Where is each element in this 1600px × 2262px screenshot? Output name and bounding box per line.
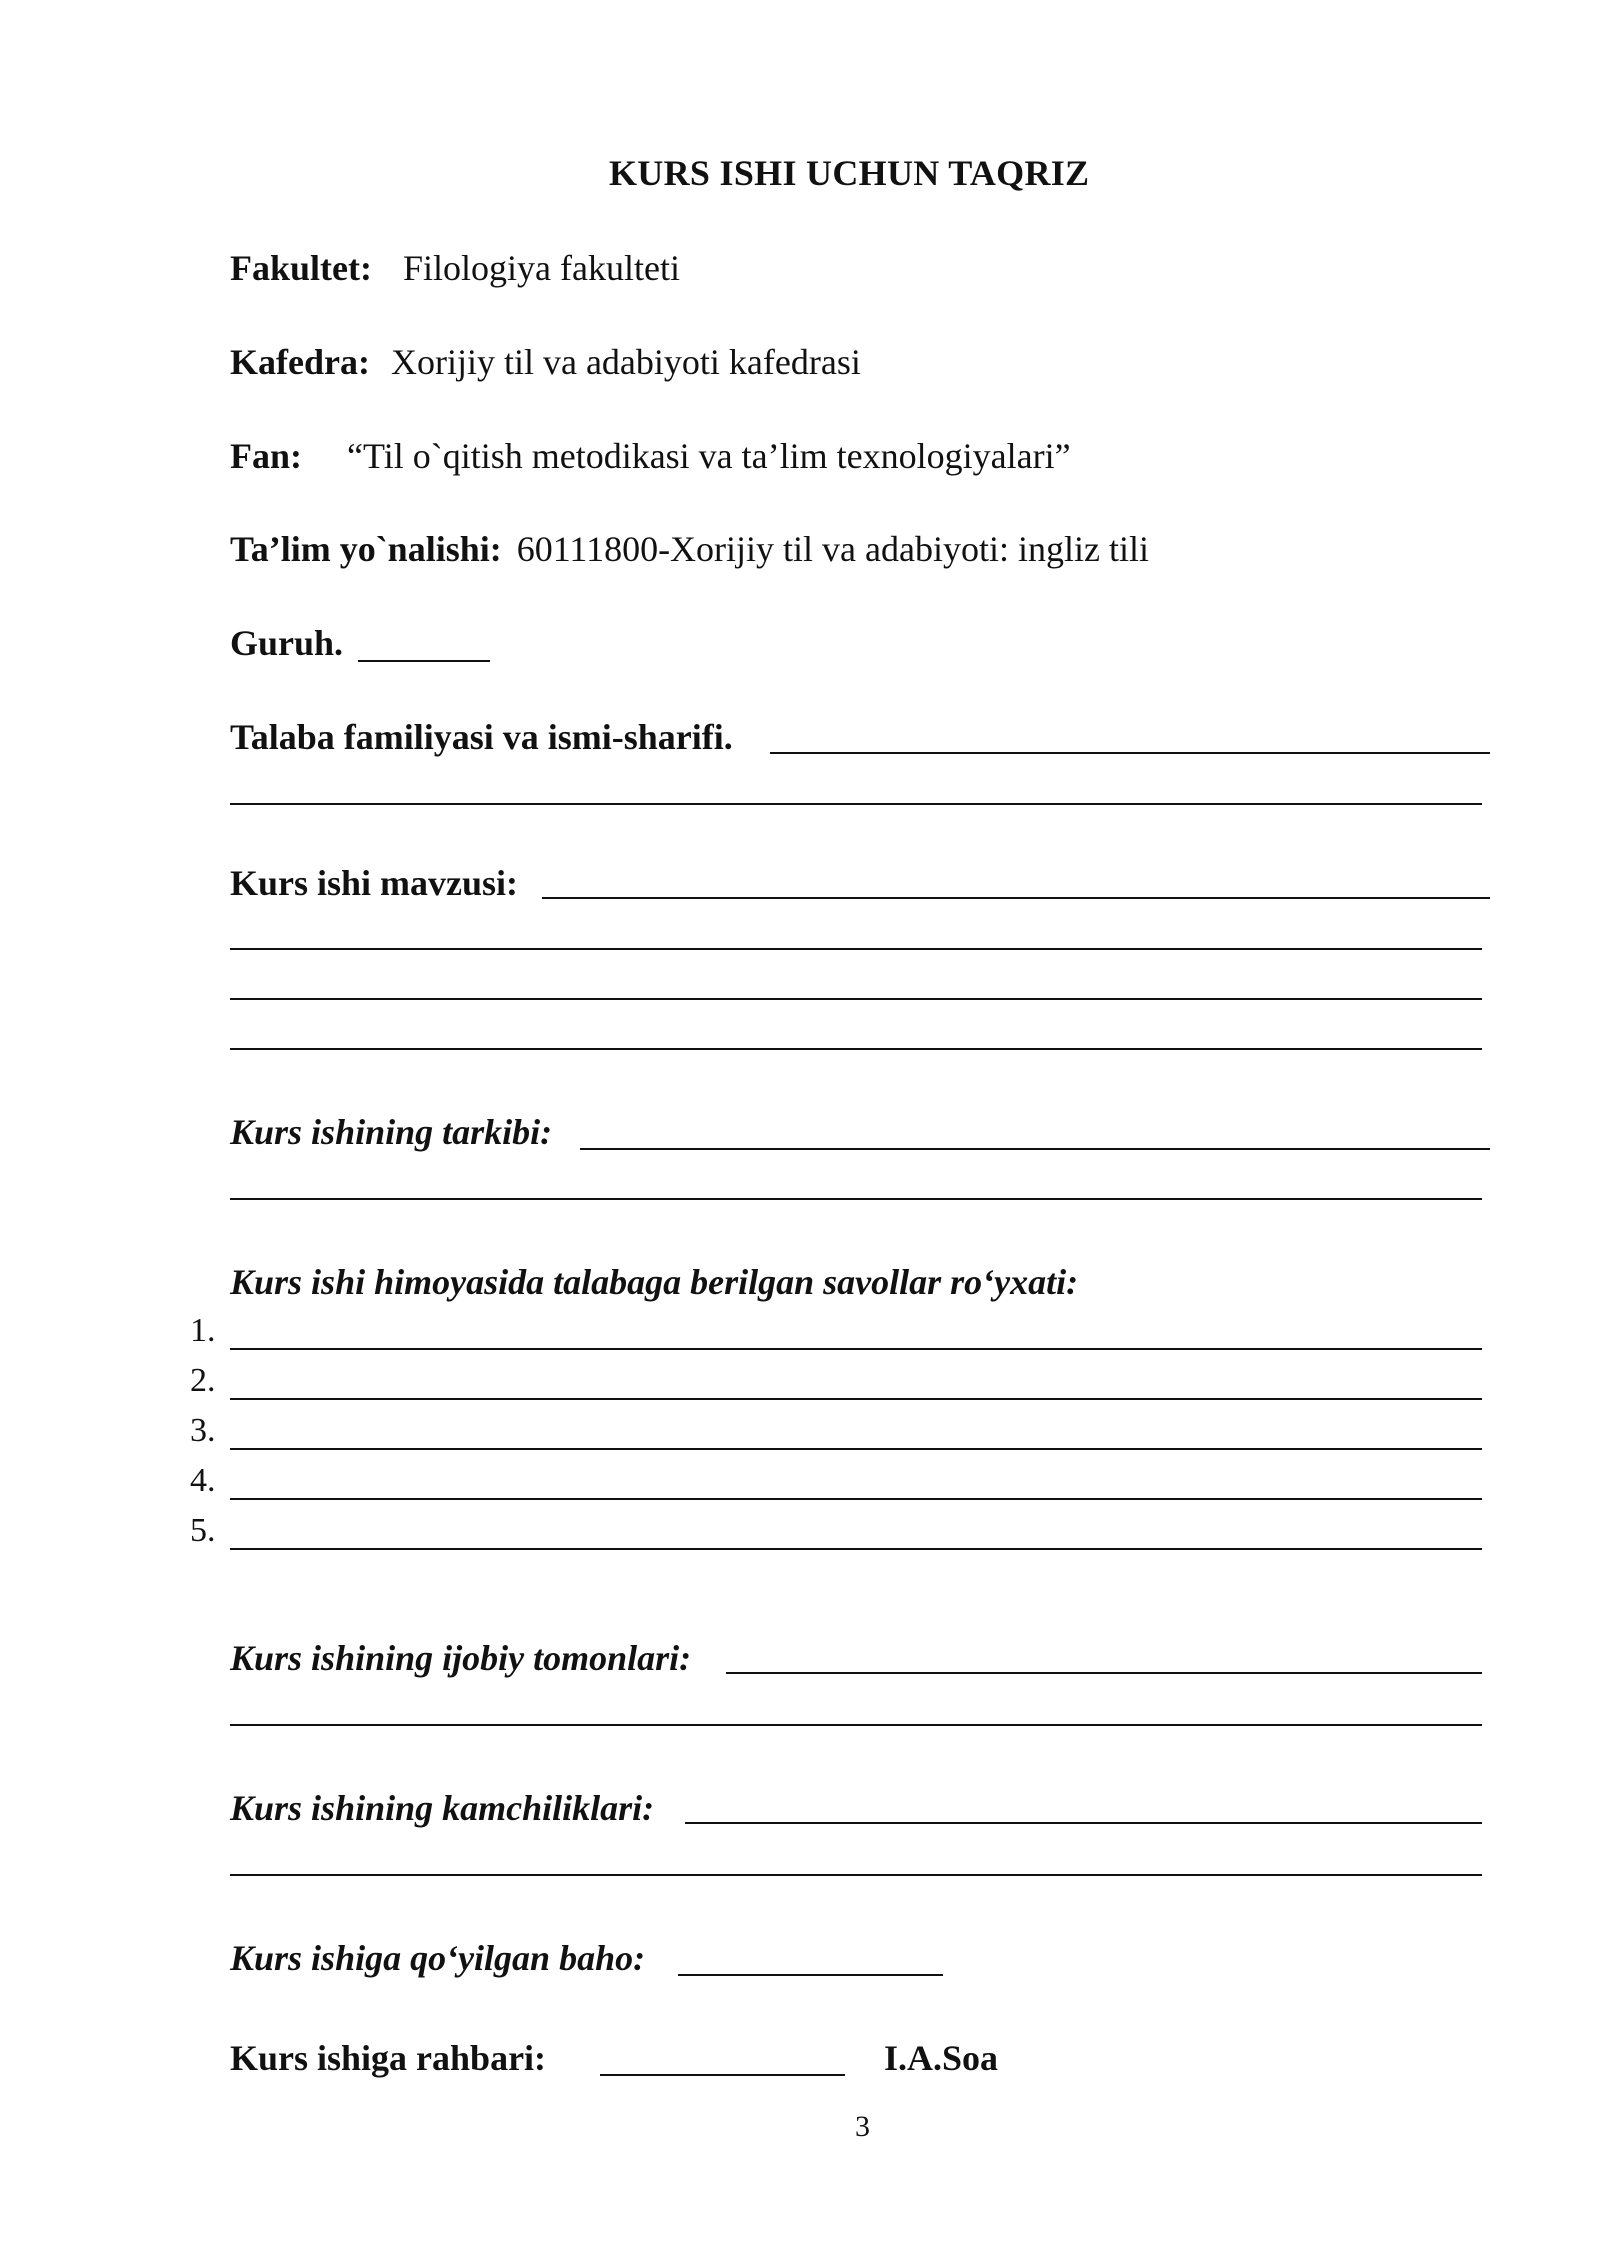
- kafedra-row: [230, 340, 861, 384]
- savol-number-4: 4.: [190, 1462, 216, 1499]
- savol-number-1: 1.: [190, 1312, 216, 1349]
- ijobiy-label: Kurs ishining ijobiy tomonlari:: [230, 1638, 692, 1678]
- page-number: 3: [855, 2110, 870, 2143]
- fan-value: “Til o`qitish metodikasi va ta’lim texnologiyalari”: [347, 436, 1071, 476]
- kamchilik-blank-2[interactable]: [230, 1874, 1482, 1876]
- fan-row: [230, 434, 1071, 478]
- talaba-blank-1[interactable]: [770, 752, 1490, 754]
- savol-number-2: 2.: [190, 1362, 216, 1399]
- ijobiy-blank-2[interactable]: [230, 1724, 1482, 1726]
- fan-label: Fan:: [230, 436, 302, 476]
- savollar-label: Kurs ishi himoyasida talabaga berilgan savollar ro‘yxati:: [230, 1262, 1079, 1302]
- tarkib-blank-1[interactable]: [580, 1148, 1490, 1150]
- guruh-label: Guruh.: [230, 623, 344, 663]
- guruh-blank[interactable]: [358, 660, 490, 662]
- savol-blank-2[interactable]: [230, 1398, 1482, 1400]
- savol-blank-5[interactable]: [230, 1548, 1482, 1550]
- savol-number-3: 3.: [190, 1412, 216, 1449]
- mavzu-blank-1[interactable]: [542, 897, 1490, 899]
- rahbar-label: Kurs ishiga rahbari:: [230, 2038, 547, 2078]
- savol-blank-4[interactable]: [230, 1498, 1482, 1500]
- kamchilik-blank-1[interactable]: [685, 1822, 1482, 1824]
- fakultet-value: Filologiya fakulteti: [402, 248, 680, 288]
- talim-label: Ta’lim yo`nalishi:: [230, 529, 502, 569]
- rahbar-name: I.A.Soa: [884, 2038, 999, 2078]
- talaba-blank-2[interactable]: [230, 803, 1482, 805]
- document-title: KURS ISHI UCHUN TAQRIZ: [609, 153, 1090, 193]
- kafedra-label: Kafedra:: [230, 342, 370, 382]
- fakultet-label: Fakultet:: [230, 248, 372, 288]
- talim-value: 60111800-Xorijiy til va adabiyoti: ingliz tili: [516, 529, 1149, 569]
- baho-blank[interactable]: [678, 1974, 943, 1976]
- mavzu-label: Kurs ishi mavzusi:: [230, 863, 519, 903]
- tarkib-label: Kurs ishining tarkibi:: [230, 1112, 553, 1152]
- talim-row: [230, 527, 1149, 571]
- mavzu-blank-4[interactable]: [230, 1048, 1482, 1050]
- tarkib-blank-2[interactable]: [230, 1198, 1482, 1200]
- savol-blank-1[interactable]: [230, 1348, 1482, 1350]
- baho-label: Kurs ishiga qo‘yilgan baho:: [230, 1938, 646, 1978]
- rahbar-signature-blank[interactable]: [600, 2074, 845, 2076]
- talaba-label: Talaba familiyasi va ismi-sharifi.: [230, 717, 733, 757]
- mavzu-blank-3[interactable]: [230, 998, 1482, 1000]
- kafedra-value: Xorijiy til va adabiyoti kafedrasi: [390, 342, 861, 382]
- fakultet-row: [230, 246, 680, 290]
- mavzu-blank-2[interactable]: [230, 948, 1482, 950]
- ijobiy-blank-1[interactable]: [726, 1672, 1482, 1674]
- savol-blank-3[interactable]: [230, 1448, 1482, 1450]
- savol-number-5: 5.: [190, 1512, 216, 1549]
- kamchilik-label: Kurs ishining kamchiliklari:: [230, 1788, 655, 1828]
